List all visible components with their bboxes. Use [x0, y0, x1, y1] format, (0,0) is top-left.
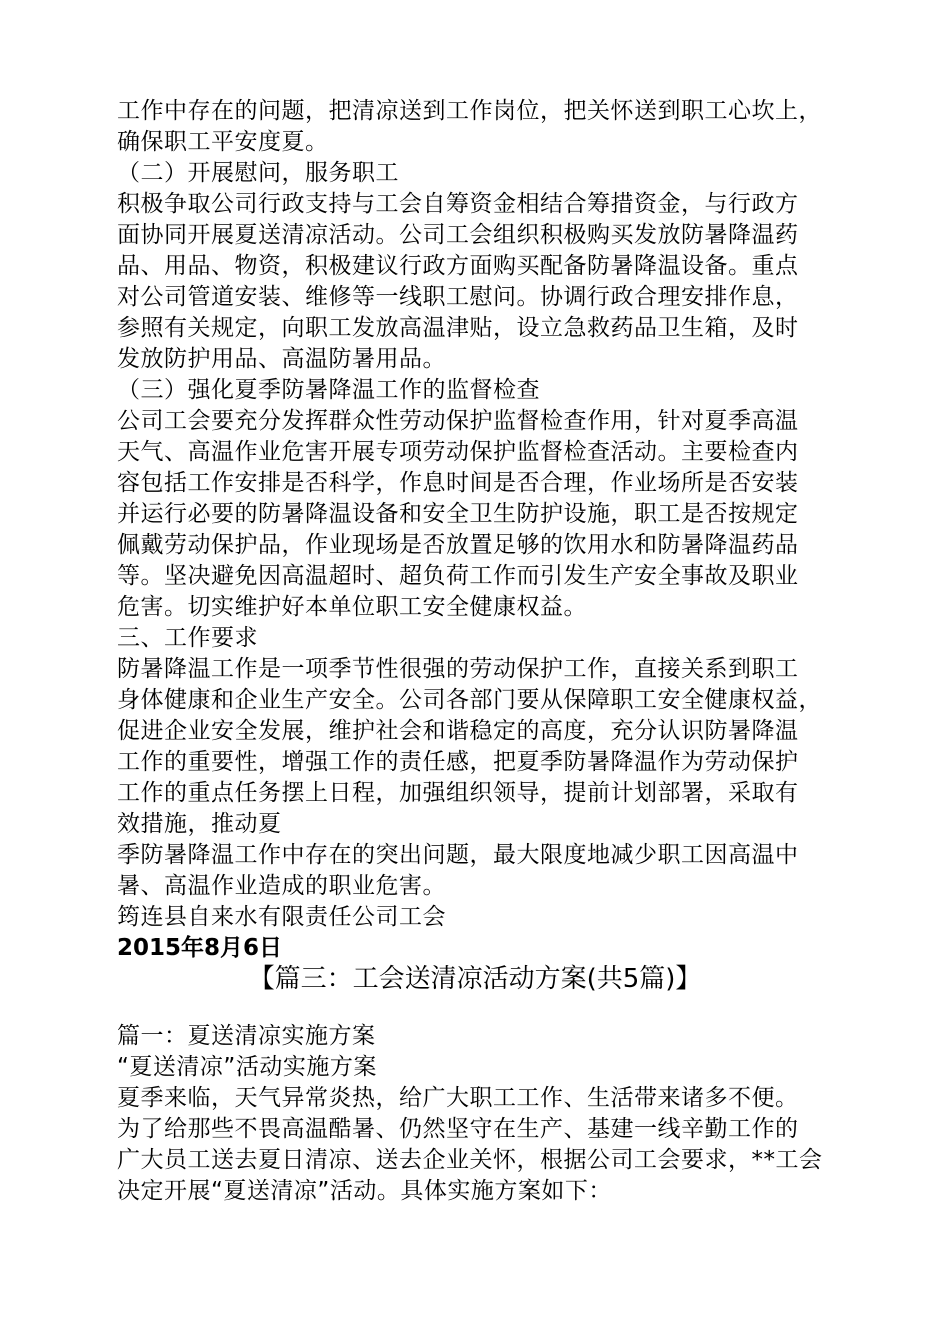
- text-line: 效措施，推动夏: [117, 811, 282, 837]
- text-line: 参照有关规定，向职工发放高温津贴，设立急救药品卫生箱，及时: [117, 315, 799, 341]
- text-line: 危害。切实维护好本单位职工安全健康权益。: [117, 594, 587, 620]
- text-line: 工作的重要性，增强工作的责任感，把夏季防暑降温作为劳动保护: [117, 749, 799, 775]
- subheading-article-1: 篇一：夏送清凉实施方案: [117, 1023, 376, 1049]
- text-line: 等。坚决避免因高温超时、超负荷工作而引发生产安全事故及职业: [117, 563, 799, 589]
- text-line: 工作中存在的问题，把清凉送到工作岗位，把关怀送到职工心坎上，: [117, 98, 822, 124]
- subheading-3: （三）强化夏季防暑降温工作的监督检查: [117, 377, 540, 403]
- section-title: 【篇三：工会送清凉活动方案(共5篇)】: [248, 964, 702, 994]
- text-line: 暑、高温作业造成的职业危害。: [117, 873, 446, 899]
- text-line: 天气、高温作业危害开展专项劳动保护监督检查活动。主要检查内: [117, 439, 799, 465]
- subheading-2: （二）开展慰问，服务职工: [117, 160, 399, 186]
- text-line: 发放防护用品、高温防暑用品。: [117, 346, 446, 372]
- text-line: 防暑降温工作是一项季节性很强的劳动保护工作，直接关系到职工: [117, 656, 799, 682]
- text-line: 身体健康和企业生产安全。公司各部门要从保障职工安全健康权益，: [117, 687, 822, 713]
- text-line: 积极争取公司行政支持与工会自筹资金相结合筹措资金，与行政方: [117, 191, 799, 217]
- text-line: 为了给那些不畏高温酷暑、仍然坚守在生产、基建一线辛勤工作的: [117, 1116, 799, 1142]
- text-line: 佩戴劳动保护品，作业现场是否放置足够的饮用水和防暑降温药品: [117, 532, 799, 558]
- text-line: 促进企业安全发展，维护社会和谐稳定的高度，充分认识防暑降温: [117, 718, 799, 744]
- text-line: 广大员工送去夏日清凉、送去企业关怀，根据公司工会要求，**工会: [117, 1147, 823, 1173]
- text-line: 面协同开展夏送清凉活动。公司工会组织积极购买发放防暑降温药: [117, 222, 799, 248]
- text-line: 公司工会要充分发挥群众性劳动保护监督检查作用，针对夏季高温: [117, 408, 799, 434]
- text-line: 容包括工作安排是否科学，作息时间是否合理，作业场所是否安装: [117, 470, 799, 496]
- text-line: 季防暑降温工作中存在的突出问题，最大限度地减少职工因高温中: [117, 842, 799, 868]
- signature-date: 2015年8月6日: [117, 935, 283, 961]
- article-title: “夏送清凉”活动实施方案: [117, 1054, 377, 1080]
- text-line: 品、用品、物资，积极建议行政方面购买配备防暑降温设备。重点: [117, 253, 799, 279]
- section-heading-requirements: 三、工作要求: [117, 625, 258, 651]
- text-line: 确保职工平安度夏。: [117, 129, 329, 155]
- text-line: 对公司管道安装、维修等一线职工慰问。协调行政合理安排作息，: [117, 284, 799, 310]
- signature-org: 筠连县自来水有限责任公司工会: [117, 904, 446, 930]
- text-line: 夏季来临，天气异常炎热，给广大职工工作、生活带来诸多不便。: [117, 1085, 799, 1111]
- text-line: 决定开展“夏送清凉”活动。具体实施方案如下：: [117, 1178, 612, 1204]
- text-line: 工作的重点任务摆上日程，加强组织领导，提前计划部署，采取有: [117, 780, 799, 806]
- text-line: 并运行必要的防暑降温设备和安全卫生防护设施，职工是否按规定: [117, 501, 799, 527]
